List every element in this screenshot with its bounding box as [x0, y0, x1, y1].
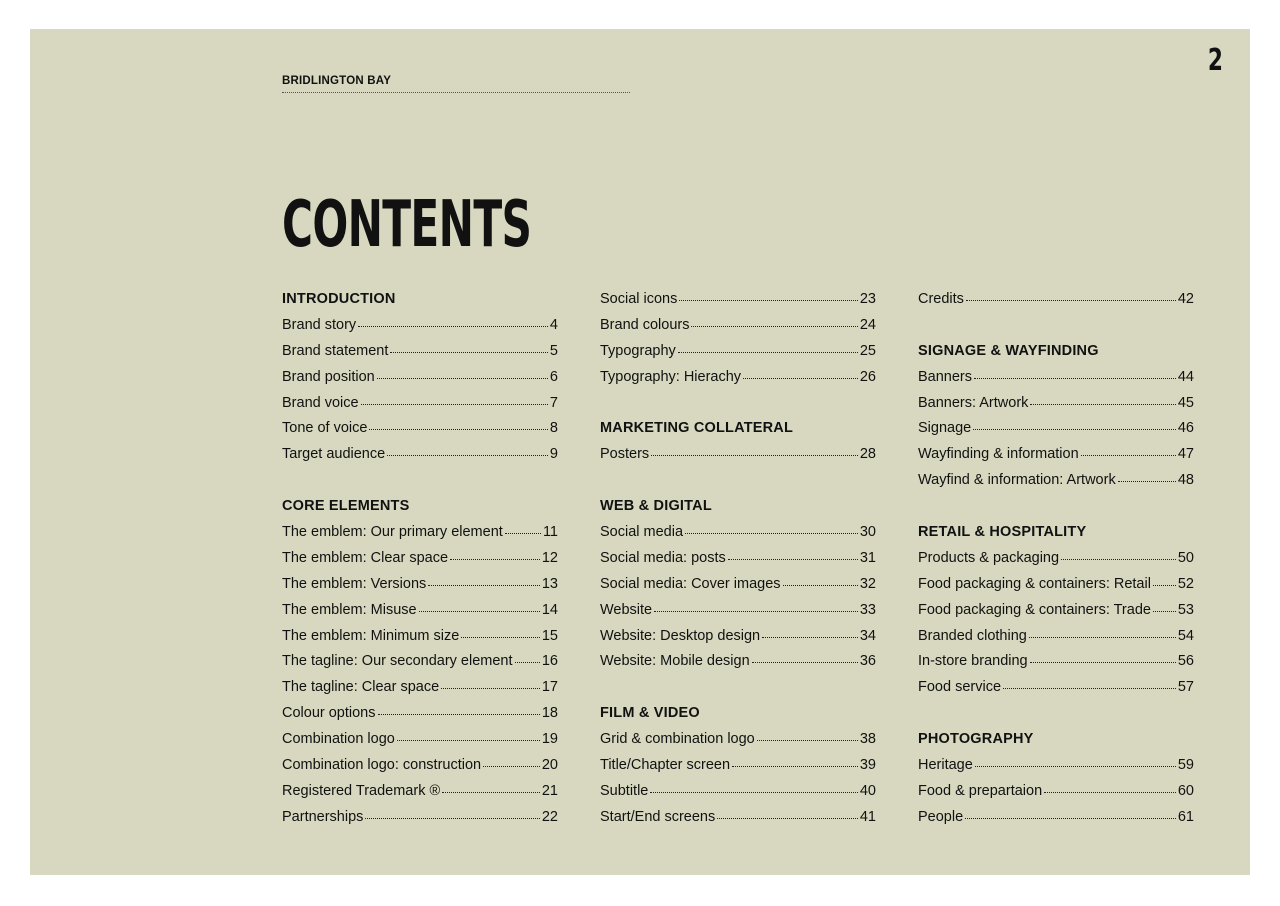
toc-entry-title: Food & prepartaion — [918, 782, 1043, 799]
toc-entry[interactable] — [918, 468, 1194, 494]
toc-entry-title: Partnerships — [282, 808, 364, 825]
toc-entry-page: 56 — [1177, 653, 1194, 670]
toc-entry[interactable] — [600, 520, 876, 546]
dot-leader — [717, 818, 858, 819]
toc-entry-title: Combination logo: construction — [282, 757, 482, 774]
toc-entry-title: Subtitle — [600, 782, 649, 799]
toc-entry-page: 12 — [541, 549, 558, 566]
section-heading: INTRODUCTION — [282, 291, 396, 307]
dot-leader — [966, 300, 1176, 301]
toc-entry-title: Branded clothing — [918, 627, 1027, 644]
toc-entry-page: 61 — [1177, 808, 1194, 825]
dot-leader — [679, 300, 857, 301]
dot-leader — [442, 792, 540, 793]
toc-entry[interactable] — [918, 805, 1194, 831]
toc-entry-title: The emblem: Versions — [282, 575, 427, 592]
dot-leader — [1118, 481, 1176, 482]
dot-leader — [757, 740, 858, 741]
toc-entry-title: Food service — [918, 679, 1002, 696]
dot-leader — [752, 662, 858, 663]
section-heading: WEB & DIGITAL — [600, 498, 712, 515]
toc-entry-title: Banners — [918, 368, 973, 385]
toc-entry-page: 22 — [541, 808, 558, 825]
toc-entry-title: Food packaging & containers: Trade — [918, 601, 1151, 618]
toc-entry[interactable] — [918, 779, 1194, 805]
toc-entry[interactable] — [282, 701, 558, 727]
toc-entry[interactable] — [282, 727, 558, 753]
toc-entry[interactable] — [600, 598, 876, 624]
section-heading: CORE ELEMENTS — [282, 498, 410, 515]
toc-entry-page: 16 — [541, 653, 558, 670]
toc-entry[interactable] — [600, 365, 876, 391]
dot-leader — [965, 818, 1176, 819]
toc-entry[interactable] — [918, 675, 1194, 701]
toc-entry-page: 39 — [859, 757, 876, 774]
toc-entry[interactable] — [282, 805, 558, 831]
section-spacer — [600, 468, 876, 494]
toc-entry-page: 31 — [859, 549, 876, 566]
toc-entry[interactable] — [282, 624, 558, 650]
section-spacer — [600, 391, 876, 417]
toc-entry-title: Registered Trademark ® — [282, 782, 441, 799]
toc-entry-page: 41 — [859, 808, 876, 825]
toc-entry-page: 5 — [549, 342, 558, 359]
toc-entry[interactable] — [918, 287, 1194, 313]
toc-entry[interactable] — [918, 624, 1194, 650]
dot-leader — [390, 352, 548, 353]
toc-entry-title: Food packaging & containers: Retail — [918, 575, 1151, 592]
dot-leader — [762, 637, 858, 638]
toc-entry-title: Brand voice — [282, 394, 359, 411]
toc-entry[interactable] — [918, 442, 1194, 468]
dot-leader — [650, 792, 857, 793]
toc-entry-title: Brand position — [282, 368, 375, 385]
toc-entry-page: 34 — [859, 627, 876, 644]
toc-entry-page: 19 — [541, 731, 558, 748]
toc-entry[interactable] — [600, 287, 876, 313]
toc-entry-page: 54 — [1177, 627, 1194, 644]
toc-entry[interactable] — [282, 339, 558, 365]
dot-leader — [1153, 611, 1176, 612]
dot-leader — [783, 585, 858, 586]
toc-entry-title: The emblem: Misuse — [282, 601, 417, 618]
toc-entry-page: 50 — [1177, 549, 1194, 566]
toc-entry-page: 18 — [541, 705, 558, 722]
toc-entry-page: 28 — [859, 446, 876, 463]
dot-leader — [483, 766, 540, 767]
toc-entry-page: 7 — [549, 394, 558, 411]
toc-entry[interactable] — [918, 753, 1194, 779]
toc-entry[interactable] — [282, 416, 558, 442]
dot-leader — [365, 818, 539, 819]
toc-entry[interactable] — [918, 649, 1194, 675]
toc-entry-page: 38 — [859, 731, 876, 748]
dot-leader — [975, 766, 1176, 767]
toc-entry[interactable] — [282, 572, 558, 598]
toc-entry-title: The emblem: Clear space — [282, 549, 449, 566]
toc-entry-title: In-store branding — [918, 653, 1028, 670]
toc-entry-title: Heritage — [918, 757, 973, 774]
toc-entry-page: 14 — [541, 601, 558, 618]
toc-entry-title: Colour options — [282, 705, 376, 722]
dot-leader — [654, 611, 858, 612]
toc-entry-title: Start/End screens — [600, 808, 716, 825]
toc-entry-page: 4 — [549, 316, 558, 333]
toc-entry-title: Brand story — [282, 316, 357, 333]
toc-entry-title: Title/Chapter screen — [600, 757, 731, 774]
dot-leader — [361, 404, 548, 405]
dot-leader — [973, 429, 1176, 430]
toc-entry-page: 32 — [859, 575, 876, 592]
section-heading: RETAIL & HOSPITALITY — [918, 524, 1087, 541]
toc-entry-title: Website: Mobile design — [600, 653, 750, 670]
dot-leader — [732, 766, 858, 767]
toc-entry[interactable] — [600, 442, 876, 468]
toc-entry-title: Grid & combination logo — [600, 731, 755, 748]
dot-leader — [505, 533, 541, 534]
toc-entry-page: 17 — [541, 679, 558, 696]
toc-entry[interactable] — [282, 313, 558, 339]
toc-entry[interactable] — [282, 520, 558, 546]
toc-entry-page: 40 — [859, 782, 876, 799]
section-spacer — [918, 494, 1194, 520]
toc-entry-title: Wayfinding & information — [918, 446, 1079, 463]
toc-entry-page: 6 — [549, 368, 558, 385]
toc-entry[interactable] — [918, 572, 1194, 598]
dot-leader — [461, 637, 540, 638]
dot-leader — [728, 559, 858, 560]
toc-entry-title: Social media: posts — [600, 549, 726, 566]
toc-entry[interactable] — [600, 779, 876, 805]
dot-leader — [515, 662, 540, 663]
toc-entry[interactable] — [282, 649, 558, 675]
toc-entry[interactable] — [918, 546, 1194, 572]
dot-leader — [691, 326, 857, 327]
toc-entry[interactable] — [918, 416, 1194, 442]
toc-entry-page: 33 — [859, 601, 876, 618]
toc-entry-title: The tagline: Clear space — [282, 679, 440, 696]
toc-entry-page: 20 — [541, 757, 558, 774]
dot-leader — [369, 429, 547, 430]
toc-entry[interactable] — [600, 339, 876, 365]
dot-leader — [651, 455, 858, 456]
section-spacer — [918, 701, 1194, 727]
toc-entry[interactable] — [282, 365, 558, 391]
header-brand: BRIDLINGTON BAY — [282, 75, 630, 93]
dot-leader — [1061, 559, 1176, 560]
toc-entry-title: Website: Desktop design — [600, 627, 761, 644]
toc-entry-title: Signage — [918, 420, 972, 437]
dot-leader — [397, 740, 540, 741]
dot-leader — [1081, 455, 1176, 456]
toc-entry[interactable] — [600, 546, 876, 572]
toc-entry-title: Target audience — [282, 446, 386, 463]
dot-leader — [1029, 637, 1176, 638]
page-title: CONTENTS — [282, 188, 532, 262]
toc-entry[interactable] — [600, 727, 876, 753]
dot-leader — [974, 378, 1176, 379]
toc-entry-page: 57 — [1177, 679, 1194, 696]
toc-entry-title: Credits — [918, 291, 964, 307]
toc-entry[interactable] — [918, 598, 1194, 624]
dot-leader — [1030, 404, 1175, 405]
dot-leader — [377, 378, 548, 379]
toc-entry-page: 44 — [1177, 368, 1194, 385]
dot-leader — [1030, 662, 1176, 663]
document-page — [30, 29, 1250, 875]
toc-entry-page: 11 — [542, 524, 558, 541]
section-heading: SIGNAGE & WAYFINDING — [918, 342, 1099, 359]
toc-entry[interactable] — [282, 675, 558, 701]
toc-entry-page: 53 — [1177, 601, 1194, 618]
toc-entry-page: 9 — [549, 446, 558, 463]
toc-entry-page: 36 — [859, 653, 876, 670]
toc-entry-title: Combination logo — [282, 731, 395, 748]
toc-column-3 — [918, 287, 1194, 831]
toc-entry-title: Brand colours — [600, 316, 690, 333]
toc-entry[interactable] — [600, 649, 876, 675]
dot-leader — [387, 455, 548, 456]
toc-entry-page: 26 — [859, 368, 876, 385]
toc-entry-page: 46 — [1177, 420, 1194, 437]
section-heading: MARKETING COLLATERAL — [600, 420, 794, 437]
dot-leader — [419, 611, 540, 612]
toc-column-2 — [600, 287, 876, 831]
toc-entry-page: 47 — [1177, 446, 1194, 463]
toc-entry-page: 13 — [541, 575, 558, 592]
toc-entry[interactable] — [282, 546, 558, 572]
toc-entry-title: Banners: Artwork — [918, 394, 1029, 411]
toc-entry-title: Products & packaging — [918, 549, 1060, 566]
toc-entry-title: Website — [600, 601, 653, 618]
toc-entry[interactable] — [282, 753, 558, 779]
toc-entry-title: The emblem: Minimum size — [282, 627, 460, 644]
toc-entry-title: Social icons — [600, 291, 678, 307]
toc-entry-page: 45 — [1177, 394, 1194, 411]
toc-entry-page: 21 — [541, 782, 558, 799]
dot-leader — [450, 559, 540, 560]
toc-entry-page: 8 — [549, 420, 558, 437]
dot-leader — [441, 688, 540, 689]
section-spacer — [282, 468, 558, 494]
toc-entry-page: 23 — [859, 291, 876, 307]
toc-entry-page: 15 — [541, 627, 558, 644]
toc-entry-title: Tone of voice — [282, 420, 368, 437]
toc-entry[interactable] — [282, 779, 558, 805]
dot-leader — [358, 326, 548, 327]
toc-entry[interactable] — [600, 753, 876, 779]
dot-leader — [1044, 792, 1176, 793]
section-spacer — [600, 675, 876, 701]
toc-entry-title: The emblem: Our primary element — [282, 524, 503, 541]
toc-entry-page: 60 — [1177, 782, 1194, 799]
toc-entry-page: 52 — [1177, 575, 1194, 592]
dot-leader — [1153, 585, 1176, 586]
toc-entry-title: Typography — [600, 342, 676, 359]
toc-entry[interactable] — [600, 572, 876, 598]
toc-entry-title: Social media — [600, 524, 684, 541]
toc-entry-page: 25 — [859, 342, 876, 359]
toc-column-1 — [282, 287, 558, 831]
toc-entry[interactable] — [282, 598, 558, 624]
toc-entry-title: Social media: Cover images — [600, 575, 781, 592]
page-number: 2 — [1207, 43, 1223, 78]
toc-entry[interactable] — [600, 805, 876, 831]
dot-leader — [378, 714, 540, 715]
toc-entry-title: The tagline: Our secondary element — [282, 653, 513, 670]
toc-entry[interactable] — [600, 624, 876, 650]
section-heading: PHOTOGRAPHY — [918, 731, 1034, 748]
section-spacer — [918, 313, 1194, 339]
toc-entry[interactable] — [918, 365, 1194, 391]
dot-leader — [685, 533, 858, 534]
toc-entry[interactable] — [282, 442, 558, 468]
toc-entry-title: People — [918, 808, 964, 825]
toc-entry-title: Posters — [600, 446, 650, 463]
toc-entry[interactable] — [282, 391, 558, 417]
toc-entry-title: Wayfind & information: Artwork — [918, 472, 1116, 489]
toc-entry-page: 59 — [1177, 757, 1194, 774]
toc-entry-page: 30 — [859, 524, 876, 541]
toc-entry[interactable] — [600, 313, 876, 339]
dot-leader — [1003, 688, 1176, 689]
toc-entry[interactable] — [918, 391, 1194, 417]
toc-entry-title: Typography: Hierachy — [600, 368, 742, 385]
toc-entry-title: Brand statement — [282, 342, 389, 359]
toc-entry-page: 42 — [1177, 291, 1194, 307]
dot-leader — [678, 352, 858, 353]
section-heading: FILM & VIDEO — [600, 705, 700, 722]
dot-leader — [428, 585, 540, 586]
toc-entry-page: 24 — [859, 316, 876, 333]
toc-entry-page: 48 — [1177, 472, 1194, 489]
dot-leader — [743, 378, 858, 379]
